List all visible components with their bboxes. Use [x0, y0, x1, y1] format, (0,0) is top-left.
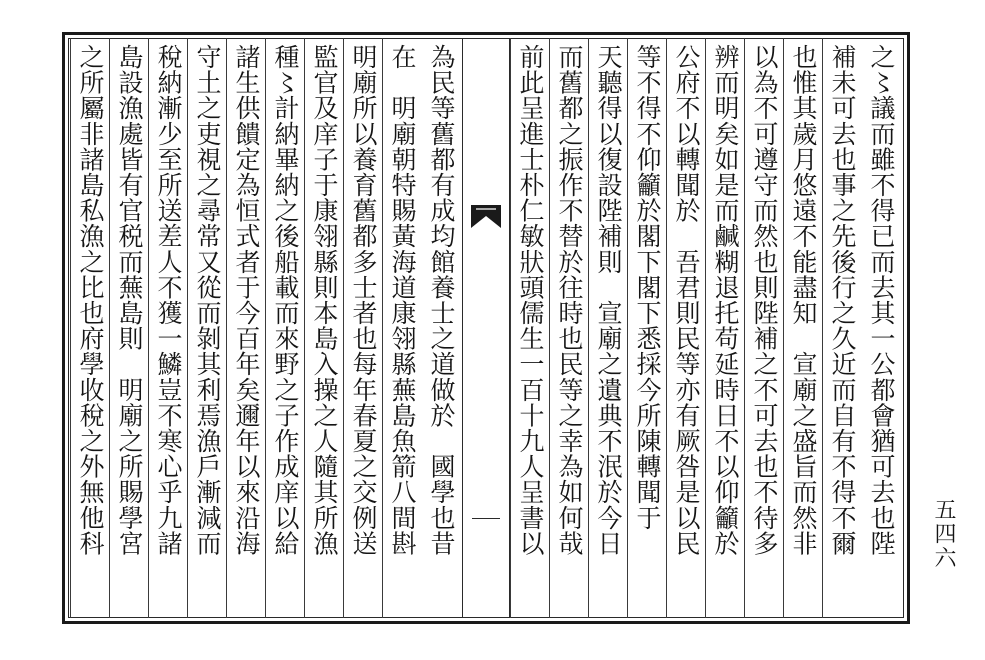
- gutter: [462, 38, 510, 618]
- text-column: [187, 38, 228, 618]
- text-column: [666, 38, 707, 618]
- fishtail-mark-icon: [470, 204, 502, 230]
- column-text: 諸生供饋定為恒式者于今百年矣邇年以來沿海: [232, 44, 261, 556]
- column-text: 島設漁處皆有官税而蕪島則 明廟之所賜學宮: [115, 44, 144, 556]
- text-column: [265, 38, 306, 618]
- column-text: 前此呈進士朴仁敏狀頭儒生一百十九人呈書以: [516, 44, 545, 556]
- text-column: [822, 38, 863, 618]
- column-text: 稅納漸少至所送差人不獲一鱗豈不寒心乎九諸: [154, 44, 183, 556]
- column-text: 公府不以轉聞於 吾君則民等亦有厥咎是以民: [672, 44, 701, 556]
- text-column: [744, 38, 785, 618]
- column-text: 明廟所以養育舊都多士者也每年春夏之交例送: [349, 44, 378, 556]
- page-number: 五四六: [931, 498, 956, 570]
- gutter-tick: [472, 518, 500, 519]
- column-text: 以為不可遵守而然也則陛補之不可去也不待多: [750, 44, 779, 556]
- column-text: 守土之吏視之尋常又從而剝其利焉漁戶漸減而: [193, 44, 222, 556]
- column-text: 等不得不仰籲於閣下閣下悉採今所陳轉聞于: [633, 44, 662, 531]
- text-column: [549, 38, 590, 618]
- column-text: 監官及庠子于康翎縣則本島入操之人隨其所漁: [310, 44, 339, 556]
- text-column: [70, 38, 111, 618]
- right-leaf: [510, 38, 902, 618]
- text-column: [510, 38, 551, 618]
- column-text: 辨而明矣如是而鹹糊退托苟延時日不以仰籲於: [711, 44, 740, 556]
- text-column: [109, 38, 150, 618]
- text-column: [783, 38, 824, 618]
- column-text: 種〻計納畢納之後船載而來野之子作成庠以給: [271, 44, 300, 556]
- column-text: 為民等舊都有成均館養士之道做於 國學也昔: [427, 44, 456, 556]
- column-text: 之所屬非諸島私漁之比也府學收稅之外無他科: [76, 44, 105, 556]
- column-text: 之〻議而雖不得已而去其一公都會猶可去也陛: [867, 44, 896, 556]
- column-text: 補未可去也事之先後行之久近而自有不得不爾: [828, 44, 857, 556]
- column-text: 也惟其歲月悠遠不能盡知 宣廟之盛旨而然非: [789, 44, 818, 556]
- text-column: [343, 38, 384, 618]
- text-column: [627, 38, 668, 618]
- text-column: [861, 38, 902, 618]
- text-column: [226, 38, 267, 618]
- column-text: 而舊都之振作不替於往時也民等之幸為如何哉: [555, 44, 584, 556]
- text-column: [705, 38, 746, 618]
- column-text: 天聽得以復設陛補則 宣廟之遺典不泯於今日: [594, 44, 623, 556]
- left-leaf: [70, 38, 462, 618]
- text-column: [382, 38, 423, 618]
- text-column: [588, 38, 629, 618]
- text-column: [148, 38, 189, 618]
- column-text: 在 明廟朝特賜黃海道康翎縣蕪島魚箭八間斟: [388, 44, 417, 556]
- text-column: [421, 38, 462, 618]
- text-column: [304, 38, 345, 618]
